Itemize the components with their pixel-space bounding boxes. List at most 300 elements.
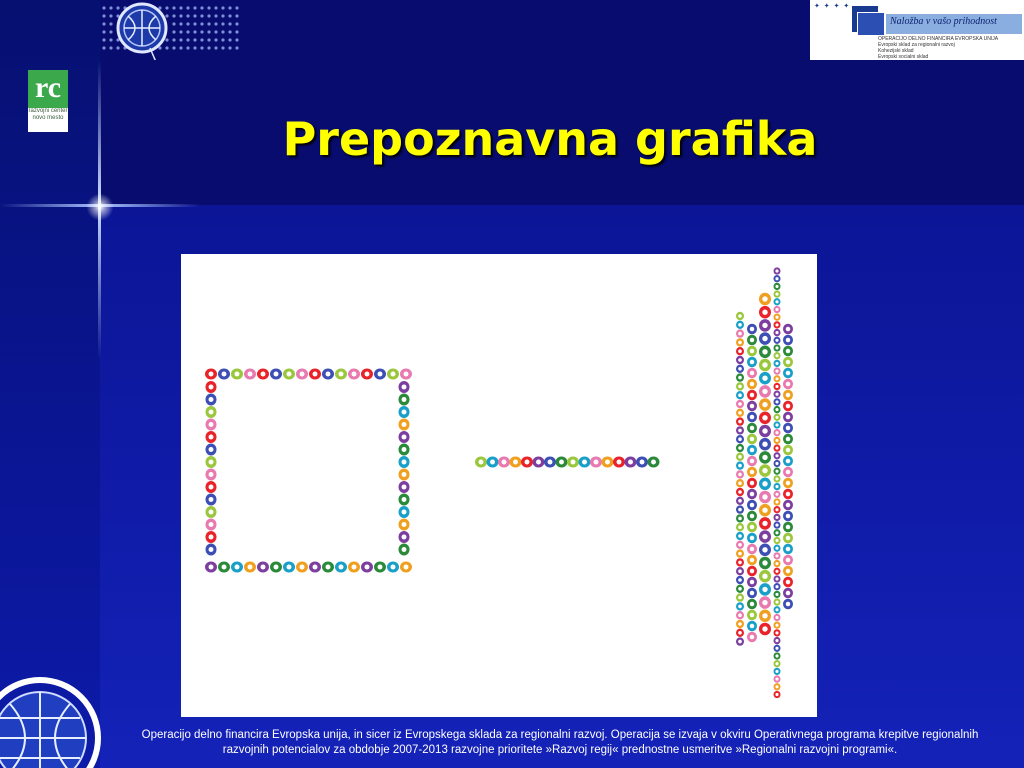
bead-hole xyxy=(762,521,767,526)
bead-hole xyxy=(479,460,484,465)
bead-hole xyxy=(750,536,755,541)
bead-hole xyxy=(248,565,253,570)
bead-hole xyxy=(775,308,778,311)
bead-hole xyxy=(786,591,791,596)
light-flare-icon xyxy=(84,191,116,223)
bead-hole xyxy=(786,580,791,585)
bead-hole xyxy=(235,565,240,570)
logo-dot xyxy=(179,38,182,41)
logo-dot xyxy=(102,14,105,17)
logo-dot xyxy=(207,46,210,49)
logo-dot xyxy=(109,38,112,41)
logo-dot xyxy=(214,6,217,9)
bead-hole xyxy=(402,547,407,552)
bead-hole xyxy=(525,460,530,465)
bead-hole xyxy=(209,397,214,402)
bead-hole xyxy=(775,500,778,503)
bead-hole xyxy=(209,547,214,552)
bead-hole xyxy=(738,358,742,362)
logo-dot xyxy=(165,38,168,41)
bead-hole xyxy=(750,349,755,354)
bead-hole xyxy=(786,448,791,453)
bead-hole xyxy=(786,415,791,420)
logo-dot xyxy=(221,22,224,25)
bead-hole xyxy=(402,435,407,440)
bead-hole xyxy=(762,442,767,447)
logo-dot xyxy=(165,6,168,9)
bead-hole xyxy=(287,565,292,570)
logo-dot xyxy=(200,46,203,49)
logo-dot xyxy=(165,14,168,17)
logo-dot xyxy=(102,6,105,9)
bead-hole xyxy=(762,613,767,618)
bead-hole xyxy=(775,608,778,611)
bead-hole xyxy=(750,338,755,343)
graphic-panel xyxy=(181,254,817,717)
eu-line-4: Evropski socialni sklad xyxy=(878,54,929,60)
bead-hole xyxy=(617,460,622,465)
bead-hole xyxy=(209,422,214,427)
logo-dot xyxy=(200,14,203,17)
bead-hole xyxy=(775,485,778,488)
bead-hole xyxy=(762,362,767,367)
bead-hole xyxy=(605,460,610,465)
logo-dot xyxy=(109,30,112,33)
bead-hole xyxy=(775,393,778,396)
bead-hole xyxy=(209,435,214,440)
bead-hole xyxy=(775,293,778,296)
logo-dot xyxy=(179,22,182,25)
logo-dot xyxy=(228,14,231,17)
logo-dot xyxy=(179,14,182,17)
bead-hole xyxy=(402,510,407,515)
bead-hole xyxy=(300,372,305,377)
bead-hole xyxy=(750,404,755,409)
bead-hole xyxy=(775,316,778,319)
rc-logo-subtitle: razvojni center xyxy=(28,108,68,114)
logo-dot xyxy=(228,6,231,9)
eu-funding-banner xyxy=(810,0,1024,60)
logo-dot xyxy=(235,30,238,33)
bead-hole xyxy=(775,339,778,342)
bead-hole xyxy=(775,631,778,634)
logo-dot xyxy=(235,22,238,25)
bead-hole xyxy=(750,470,755,475)
logo-dot xyxy=(235,6,238,9)
bead-hole xyxy=(502,460,507,465)
globe-corner-icon xyxy=(0,660,110,768)
bead-hole xyxy=(365,565,370,570)
bead-hole xyxy=(775,285,778,288)
bead-hole xyxy=(775,370,778,373)
bead-hole xyxy=(775,439,778,442)
bead-hole xyxy=(775,577,778,580)
bead-hole xyxy=(738,332,742,336)
bead-hole xyxy=(352,372,357,377)
bead-hole xyxy=(235,372,240,377)
bead-hole xyxy=(594,460,599,465)
bead-hole xyxy=(762,296,767,301)
bead-hole xyxy=(750,591,755,596)
bead-hole xyxy=(786,525,791,530)
bead-hole xyxy=(786,547,791,552)
bead-hole xyxy=(209,485,214,490)
bead-hole xyxy=(209,385,214,390)
bead-hole xyxy=(738,314,742,318)
bead-hole xyxy=(750,426,755,431)
logo-dot xyxy=(228,46,231,49)
logo-dot xyxy=(193,14,196,17)
bead-hole xyxy=(300,565,305,570)
bead-hole xyxy=(786,602,791,607)
bead-hole xyxy=(559,460,564,465)
bead-hole xyxy=(762,415,767,420)
logo-dot xyxy=(102,38,105,41)
bead-hole xyxy=(775,601,778,604)
logo-dot xyxy=(235,46,238,49)
bead-hole xyxy=(775,400,778,403)
bead-hole xyxy=(750,327,755,332)
bead-hole xyxy=(402,535,407,540)
bead-hole xyxy=(738,420,742,424)
bead-hole xyxy=(775,570,778,573)
bead-hole xyxy=(775,323,778,326)
bead-hole xyxy=(775,685,778,688)
bead-hole xyxy=(762,494,767,499)
bead-hole xyxy=(750,514,755,519)
bead-hole xyxy=(738,517,742,521)
bead-hole xyxy=(287,372,292,377)
bead-hole xyxy=(750,547,755,552)
logo-dot xyxy=(102,46,105,49)
logo-dot xyxy=(109,22,112,25)
bead-graphic xyxy=(181,254,817,717)
bead-hole xyxy=(738,561,742,565)
bead-hole xyxy=(775,346,778,349)
bead-hole xyxy=(786,459,791,464)
bead-hole xyxy=(786,503,791,508)
bead-hole xyxy=(209,497,214,502)
logo-dot xyxy=(102,22,105,25)
bead-hole xyxy=(775,539,778,542)
logo-dot xyxy=(214,38,217,41)
bead-hole xyxy=(738,323,742,327)
logo-dot xyxy=(172,38,175,41)
bead-hole xyxy=(775,408,778,411)
logo-dot xyxy=(116,6,119,9)
bead-hole xyxy=(391,372,396,377)
bead-hole xyxy=(738,613,742,617)
bead-hole xyxy=(750,602,755,607)
bead-hole xyxy=(775,678,778,681)
bead-hole xyxy=(378,372,383,377)
bead-hole xyxy=(775,431,778,434)
bead-hole xyxy=(775,647,778,650)
logo-dot xyxy=(207,38,210,41)
bead-hole xyxy=(326,372,331,377)
bead-hole xyxy=(339,565,344,570)
bead-hole xyxy=(750,503,755,508)
bead-hole xyxy=(775,470,778,473)
bead-hole xyxy=(762,323,767,328)
logo-dot xyxy=(207,14,210,17)
bead-hole xyxy=(762,574,767,579)
logo-dot xyxy=(200,38,203,41)
bead-hole xyxy=(775,616,778,619)
bead-hole xyxy=(261,372,266,377)
bead-hole xyxy=(775,423,778,426)
logo-dot xyxy=(235,14,238,17)
logo-dot xyxy=(186,46,189,49)
logo-dot xyxy=(214,46,217,49)
bead-hole xyxy=(775,662,778,665)
bead-hole xyxy=(391,565,396,570)
bead-hole xyxy=(750,580,755,585)
bead-hole xyxy=(750,448,755,453)
bead-vertical-strands-icon xyxy=(736,267,793,698)
logo-dot xyxy=(102,30,105,33)
bead-hole xyxy=(775,547,778,550)
logo-dot xyxy=(200,22,203,25)
logo-dot xyxy=(221,38,224,41)
bead-hole xyxy=(738,402,742,406)
logo-dot xyxy=(193,38,196,41)
bead-hole xyxy=(513,460,518,465)
bead-hole xyxy=(209,535,214,540)
bead-hole xyxy=(762,336,767,341)
bead-hole xyxy=(738,569,742,573)
bead-hole xyxy=(738,640,742,644)
bead-hole xyxy=(738,534,742,538)
logo-dot xyxy=(214,30,217,33)
bead-hole xyxy=(762,587,767,592)
eu-flag-secondary-icon xyxy=(857,12,885,36)
bead-hole xyxy=(762,600,767,605)
bead-hole xyxy=(274,372,279,377)
logo-dot xyxy=(172,30,175,33)
bead-hole xyxy=(786,393,791,398)
bead-hole xyxy=(786,404,791,409)
bead-hole xyxy=(209,472,214,477)
bead-hole xyxy=(750,437,755,442)
bead-hole xyxy=(786,492,791,497)
bead-hole xyxy=(738,490,742,494)
bead-hole xyxy=(365,372,370,377)
bead-hole xyxy=(404,372,409,377)
bead-hole xyxy=(738,446,742,450)
bead-hole xyxy=(209,410,214,415)
bead-hole xyxy=(402,485,407,490)
bead-hole xyxy=(775,516,778,519)
bead-hole xyxy=(775,524,778,527)
logo-dot xyxy=(116,46,119,49)
bead-hole xyxy=(775,593,778,596)
bead-hole xyxy=(571,460,576,465)
logo-dot xyxy=(221,6,224,9)
bead-hole xyxy=(775,331,778,334)
bead-hole xyxy=(339,372,344,377)
bead-hole xyxy=(738,455,742,459)
bead-hole xyxy=(402,497,407,502)
bead-hole xyxy=(750,393,755,398)
bead-hole xyxy=(775,354,778,357)
bead-hole xyxy=(738,552,742,556)
bead-hole xyxy=(786,371,791,376)
bead-hole xyxy=(762,310,767,315)
bead-hole xyxy=(775,377,778,380)
logo-dot xyxy=(221,46,224,49)
logo-dot xyxy=(186,6,189,9)
logo-dot xyxy=(200,6,203,9)
bead-hole xyxy=(762,428,767,433)
bead-hole xyxy=(640,460,645,465)
bead-hole xyxy=(775,693,778,696)
logo-dot xyxy=(186,14,189,17)
bead-hole xyxy=(775,624,778,627)
bead-hole xyxy=(775,654,778,657)
bead-hole xyxy=(762,626,767,631)
bead-hole xyxy=(750,525,755,530)
bead-hole xyxy=(548,460,553,465)
bead-hole xyxy=(651,460,656,465)
bead-hole xyxy=(404,565,409,570)
bead-hole xyxy=(738,393,742,397)
bead-hole xyxy=(738,543,742,547)
bead-hole xyxy=(750,481,755,486)
logo-dot xyxy=(235,38,238,41)
bead-hole xyxy=(762,349,767,354)
bead-hole xyxy=(786,382,791,387)
bead-hole xyxy=(750,459,755,464)
bead-hole xyxy=(786,536,791,541)
bead-hole xyxy=(402,410,407,415)
logo-dot xyxy=(207,6,210,9)
bead-hole xyxy=(750,492,755,497)
bead-hole xyxy=(762,547,767,552)
bead-hole xyxy=(786,569,791,574)
footer-funding-note: Operacijo delno financira Evropska unija, in sicer iz Evropskega sklada za regionalni razvoj. Operacija se izvaja v okviru Operativnega programa krepitve regionalnih razvojnih potencialov za obdobje 2007-2013 razvojne prioritete »Razvoj regij« prednostne usmeritve »Regionalni razvojni programi«. xyxy=(141,729,979,756)
logo-dot xyxy=(228,38,231,41)
bead-hole xyxy=(750,382,755,387)
bead-hole xyxy=(786,470,791,475)
logo-dot xyxy=(186,38,189,41)
bead-hole xyxy=(775,531,778,534)
bead-hole xyxy=(738,578,742,582)
bead-hole xyxy=(313,565,318,570)
bead-hole xyxy=(786,327,791,332)
bead-hole xyxy=(402,460,407,465)
bead-hole xyxy=(786,338,791,343)
eu-line-1: OPERACIJO DELNO FINANCIRA EVROPSKA UNIJA xyxy=(878,36,999,42)
bead-hole xyxy=(775,639,778,642)
logo-dot xyxy=(172,6,175,9)
globe-logo-icon xyxy=(100,0,240,60)
bead-hole xyxy=(313,372,318,377)
bead-hole xyxy=(750,415,755,420)
bead-hole xyxy=(402,385,407,390)
bead-hole xyxy=(750,613,755,618)
logo-dot xyxy=(193,30,196,33)
bead-hole xyxy=(786,481,791,486)
bead-hole xyxy=(738,508,742,512)
logo-dot xyxy=(200,30,203,33)
bead-hole xyxy=(738,622,742,626)
bead-hole xyxy=(222,565,227,570)
bead-hole xyxy=(738,429,742,433)
bead-hole xyxy=(738,605,742,609)
bead-hole xyxy=(536,460,541,465)
bead-hole xyxy=(261,565,266,570)
bead-hole xyxy=(775,447,778,450)
bead-hole xyxy=(762,402,767,407)
bead-hole xyxy=(775,269,778,272)
bead-hole xyxy=(738,367,742,371)
logo-dot xyxy=(109,46,112,49)
bead-hole xyxy=(775,554,778,557)
bead-hole xyxy=(775,493,778,496)
bead-hole xyxy=(402,522,407,527)
bead-horizontal-line-icon xyxy=(475,457,660,468)
logo-dot xyxy=(179,6,182,9)
logo-dot xyxy=(221,30,224,33)
logo-dot xyxy=(109,6,112,9)
bead-hole xyxy=(209,522,214,527)
bead-hole xyxy=(209,372,214,377)
bead-hole xyxy=(738,437,742,441)
bead-hole xyxy=(775,462,778,465)
bead-hole xyxy=(209,510,214,515)
rc-logo xyxy=(28,70,68,132)
logo-dot xyxy=(179,46,182,49)
bead-hole xyxy=(209,447,214,452)
bead-hole xyxy=(762,376,767,381)
bead-hole xyxy=(775,454,778,457)
bead-hole xyxy=(378,565,383,570)
logo-dot xyxy=(172,46,175,49)
bead-hole xyxy=(775,300,778,303)
bead-hole xyxy=(738,464,742,468)
bead-hole xyxy=(775,670,778,673)
logo-dot xyxy=(214,14,217,17)
logo-dot xyxy=(193,46,196,49)
bead-hole xyxy=(762,481,767,486)
bead-hole xyxy=(775,416,778,419)
bead-hole xyxy=(775,362,778,365)
bead-hole xyxy=(248,372,253,377)
bead-hole xyxy=(738,385,742,389)
bead-hole xyxy=(750,624,755,629)
logo-dot xyxy=(165,46,168,49)
logo-dot xyxy=(207,30,210,33)
bead-hole xyxy=(402,422,407,427)
logo-dot xyxy=(214,22,217,25)
eu-line-2: Evropski sklad za regionalni razvoj xyxy=(878,42,955,48)
bead-hole xyxy=(402,472,407,477)
bead-hole xyxy=(738,499,742,503)
bead-hole xyxy=(738,341,742,345)
bead-hole xyxy=(738,587,742,591)
logo-dot xyxy=(228,30,231,33)
logo-dot xyxy=(193,22,196,25)
bead-hole xyxy=(786,360,791,365)
bead-hole xyxy=(738,596,742,600)
bead-hole xyxy=(786,437,791,442)
bead-hole xyxy=(762,455,767,460)
bead-hole xyxy=(628,460,633,465)
bead-hole xyxy=(762,508,767,513)
bead-hole xyxy=(775,508,778,511)
bead-hole xyxy=(786,514,791,519)
